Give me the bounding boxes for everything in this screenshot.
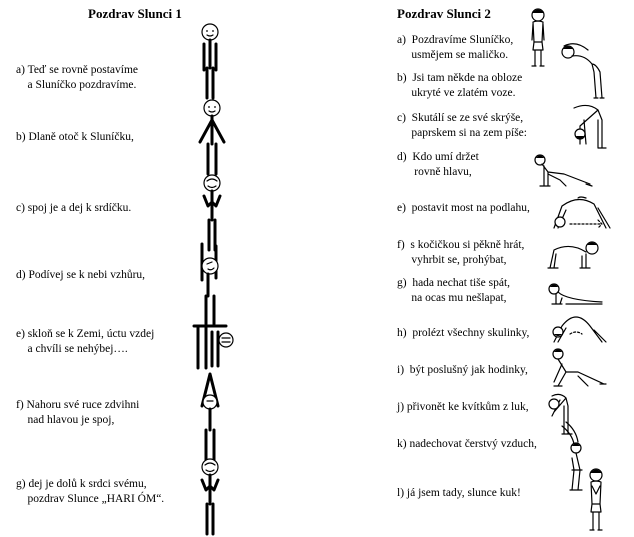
part2-verse-i: i) být poslušný jak hodinky,	[397, 364, 528, 376]
part2-verse-e: e) postavit most na podlahu,	[397, 202, 530, 214]
part2-verse-j: j) přivonět ke kvítkům z luk,	[397, 401, 529, 413]
forward-bend-stick-figure-icon	[188, 322, 236, 370]
part1-title: Pozdrav Slunci 1	[88, 6, 182, 21]
child-cat-pose-icon	[542, 236, 600, 272]
part1-verse-a: a) Teď se rovně postavíme a Sluníčko pozdravíme.	[16, 64, 139, 91]
part2-verse-l: l) já jsem tady, slunce kuk!	[397, 487, 521, 499]
part2-verse-k: k) nadechovat čerstvý vzduch,	[397, 438, 537, 450]
palms-out-stick-figure-icon	[190, 98, 234, 176]
part2-verse-c: c) Skutálí se ze své skrýše, paprskem si na zem píše:	[397, 112, 527, 139]
child-low-lunge-icon	[548, 346, 608, 388]
child-downward-dog-icon	[548, 308, 608, 344]
part2-verse-a: a) Pozdravíme Sluníčko, usmějem se maličko.	[397, 34, 514, 61]
namaste-stick-figure-icon	[190, 458, 230, 536]
child-cobra-icon	[542, 280, 606, 308]
child-backbend-icon	[558, 40, 608, 100]
arms-overhead-stick-figure-icon	[190, 372, 230, 462]
child-lunge-icon	[518, 152, 594, 188]
part1-verse-f: f) Nahoru své ruce zdvihni nad hlavou je spoj,	[16, 399, 140, 426]
part2-verse-g: g) hada nechat tiše spát, na ocas mu nešlapat,	[397, 277, 511, 304]
part1-verse-b: b) Dlaně otoč k Sluníčku,	[16, 131, 134, 143]
looking-up-stick-figure-icon	[190, 240, 230, 326]
part1-verse-d: d) Podívej se k nebi vzhůru,	[16, 269, 146, 281]
part1-verse-c: c) spoj je a dej k srdíčku.	[16, 202, 132, 214]
part2-verse-f: f) s kočičkou si pěkně hrát, vyhrbit se, prohýbat,	[397, 239, 525, 266]
child-namaste-icon	[578, 466, 614, 532]
part1-verse-e: e) skloň se k Zemi, úctu vzdej a chvíli se nehýbej….	[16, 328, 155, 355]
child-forward-fold-icon	[568, 100, 612, 150]
part2-verse-h: h) prolézt všechny skulinky,	[397, 327, 530, 339]
part2-title: Pozdrav Slunci 2	[397, 6, 491, 21]
part2-verse-b: b) Jsi tam někde na obloze ukryté ve zlatém voze.	[397, 72, 523, 99]
standing-stick-figure-icon	[190, 22, 230, 100]
part2-verse-d: d) Kdo umí držet rovně hlavu,	[397, 151, 479, 178]
part1-verse-g: g) dej je dolů k srdci svému, pozdrav Slunce „HARI ÓM“.	[16, 478, 165, 505]
child-standing-icon	[518, 6, 558, 68]
child-bridge-icon	[548, 192, 612, 232]
